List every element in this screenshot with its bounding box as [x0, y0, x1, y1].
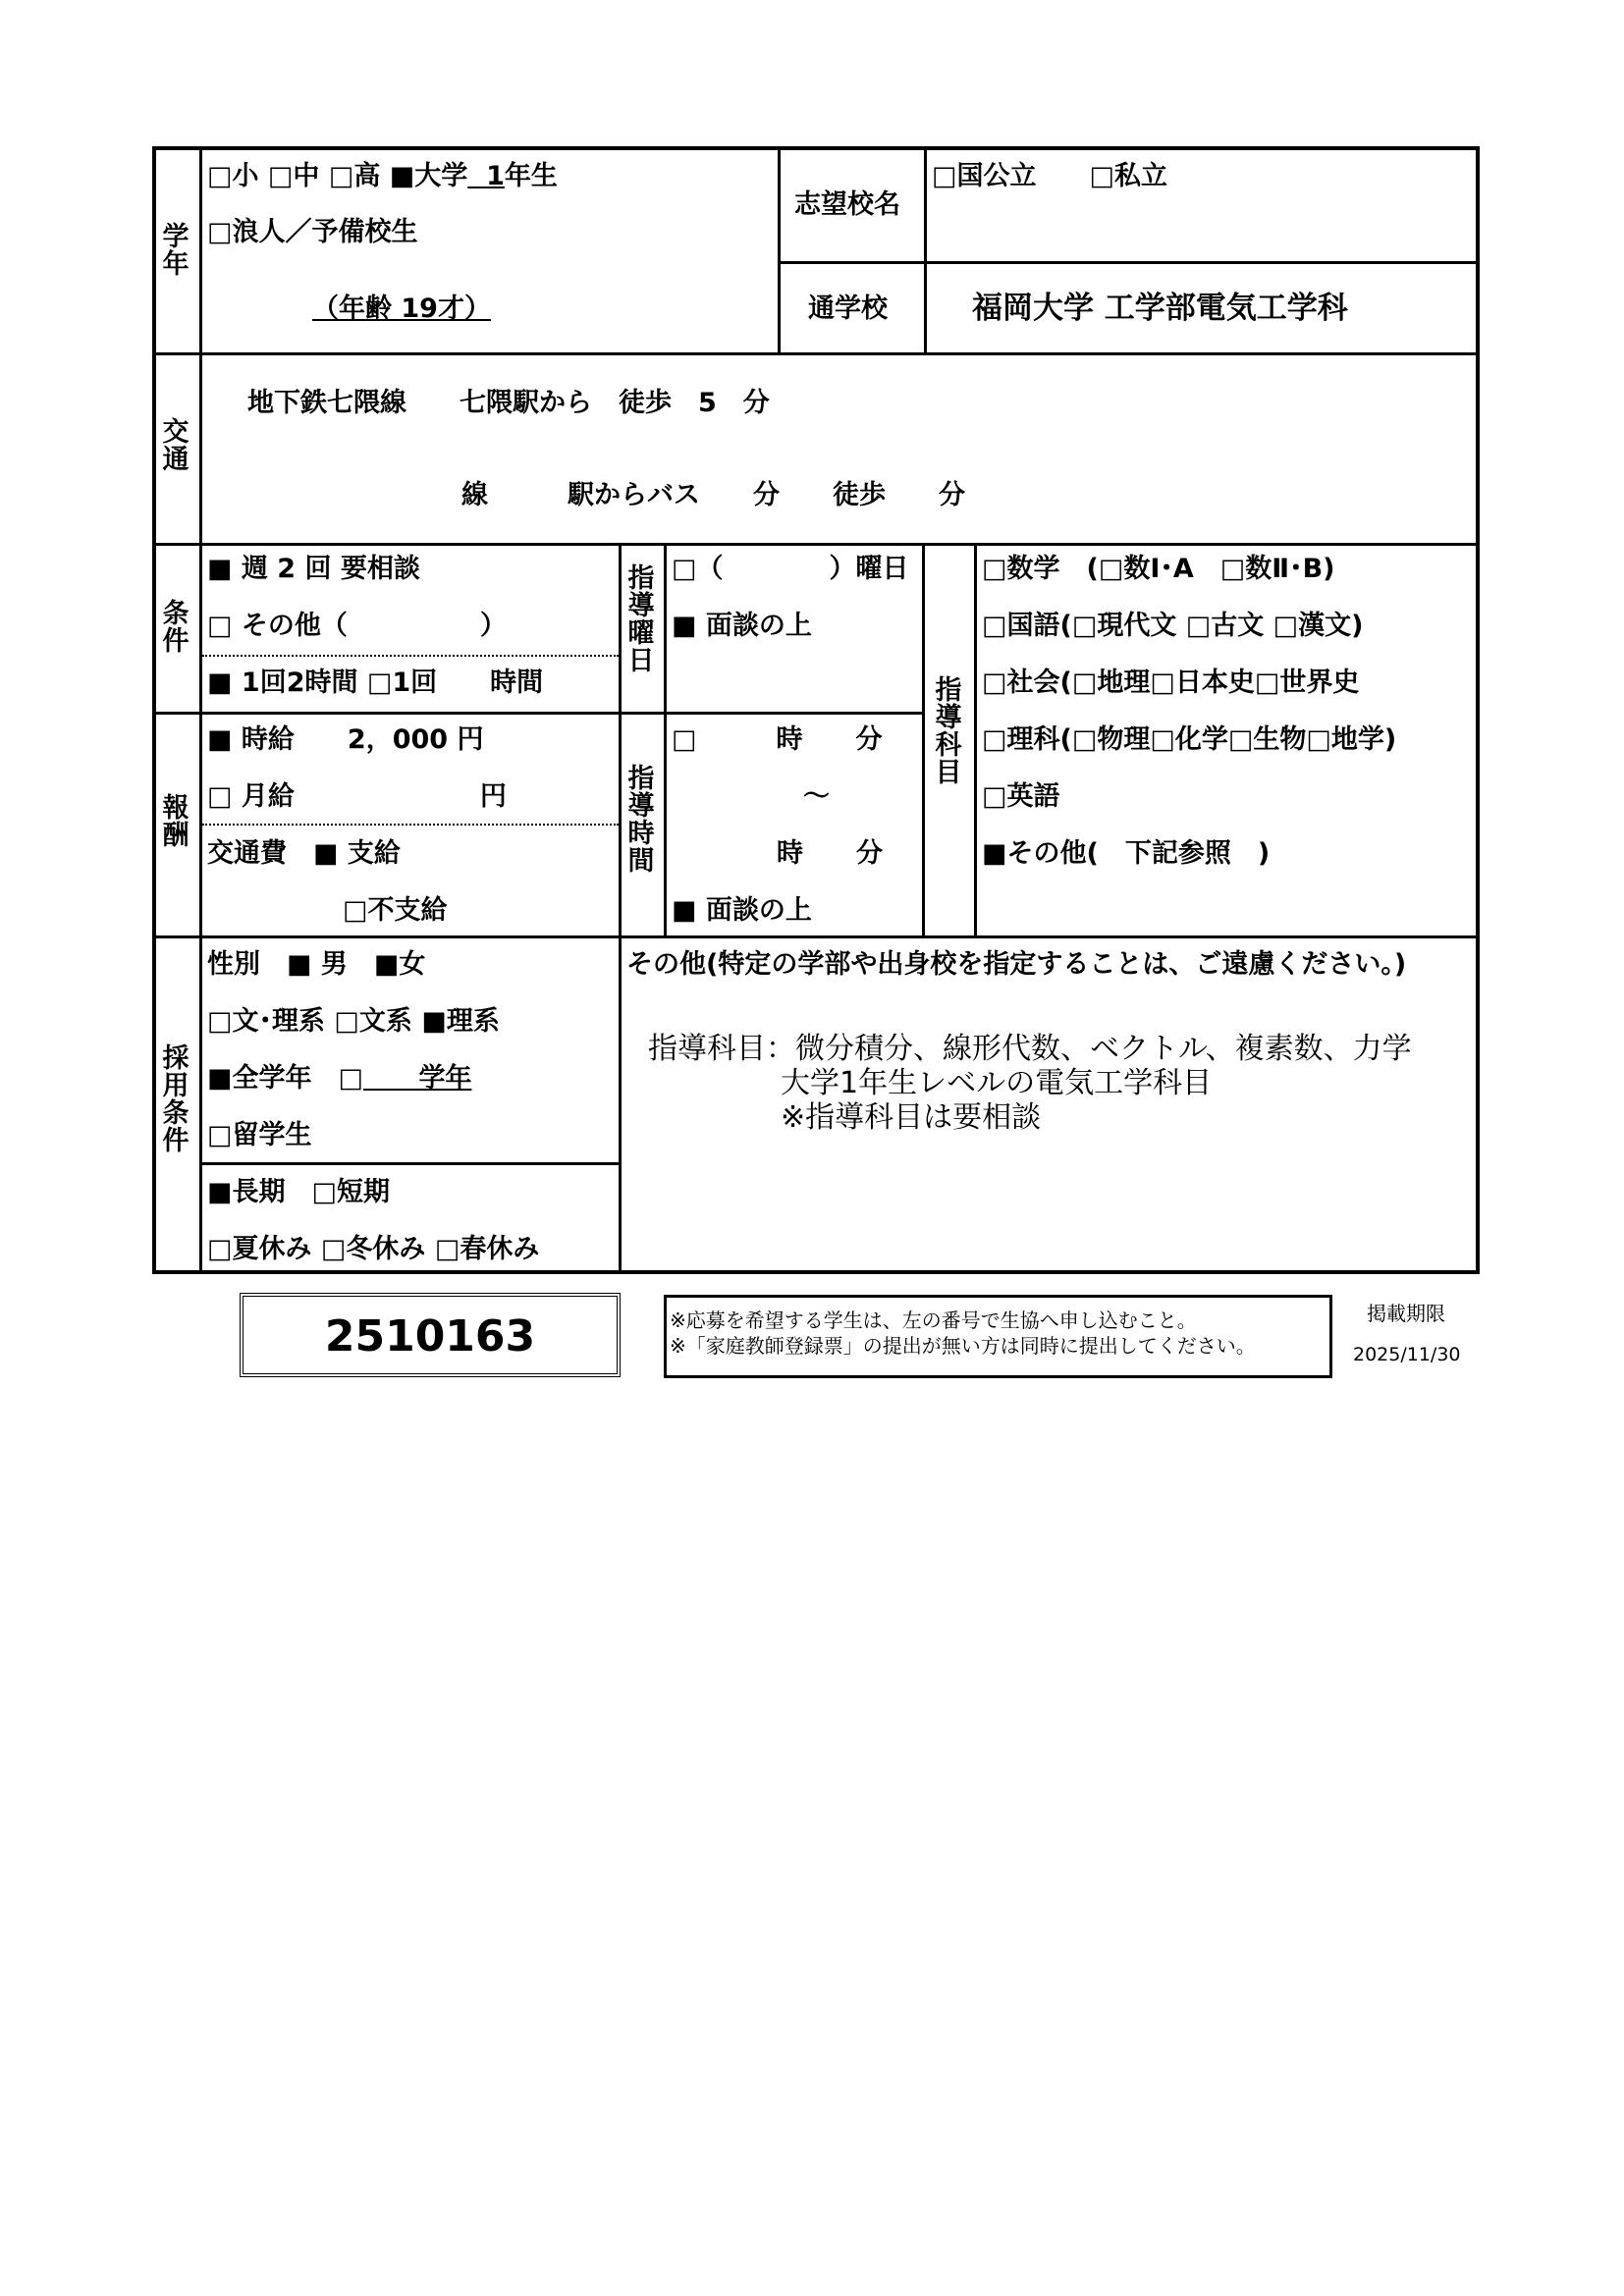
school-label-line	[924, 146, 927, 354]
current-school-value: 福岡大学 工学部電気工学科	[972, 291, 1348, 326]
time-tilde: ～	[803, 781, 830, 812]
divider-transport-conditions	[152, 543, 1480, 546]
time-label: 指導時間	[627, 764, 655, 877]
subject-item-science: □理科(□物理□化学□生物□地学)	[982, 724, 1397, 755]
notice-line-1: ※応募を希望する学生は、左の番号で生協へ申し込むこと。	[670, 1308, 1197, 1332]
subject-label-line-right	[974, 543, 977, 937]
pay-hourly: ■ 時給 2，000 円	[207, 724, 484, 755]
conditions-other: □ その他（ ）	[207, 611, 507, 641]
pay-monthly: □ 月給 円	[207, 781, 507, 812]
conditions-label: 条件	[162, 599, 189, 657]
grade-year-suffix: 年生	[504, 161, 558, 191]
pay-transport-fee: 交通費 ■ 支給	[207, 838, 401, 869]
time-line-3: 時 分	[777, 838, 883, 869]
grade-year-value: 1	[486, 161, 505, 191]
subject-item-social: □社会(□地理□日本史□世界史	[982, 667, 1360, 698]
weekday-label-line	[664, 543, 667, 937]
subject-label-line-left	[922, 543, 925, 937]
hiring-label: 採用条件	[162, 1043, 189, 1156]
grade-year	[467, 161, 505, 191]
hiring-intl: □留学生	[207, 1120, 312, 1150]
divider-hiring-term	[200, 1162, 621, 1165]
hiring-year-all: ■全学年 □	[207, 1063, 364, 1094]
target-school-label: 志望校名	[794, 189, 900, 220]
hiring-field: □文･理系 □文系 ■理系	[207, 1006, 500, 1037]
deadline-date: 2025/11/30	[1353, 1344, 1461, 1365]
other-line-3: ※指導科目は要相談	[781, 1100, 1042, 1135]
divider-pay-hiring	[152, 935, 1480, 938]
other-line-2: 大学1年生レベルの電気工学科目	[781, 1066, 1213, 1100]
pay-no-fee: □不支給	[343, 895, 448, 926]
weekday-line-1: □（ ）曜日	[672, 554, 909, 584]
grade-age: （年齢 19才）	[312, 294, 491, 324]
transport-line-2: 線 駅からバス 分 徒歩 分	[461, 480, 965, 510]
subjects-label: 指導科目	[935, 675, 962, 788]
hiring-gender: 性別 ■ 男 ■女	[207, 949, 426, 980]
grade-school-line	[778, 146, 781, 354]
grade-label: 学年	[162, 222, 189, 280]
notice-line-2: ※「家庭教師登録票」の提出が無い方は同時に提出してください。	[670, 1334, 1256, 1358]
subject-item-japanese: □国語(□現代文 □古文 □漢文)	[982, 611, 1364, 641]
subject-item-english: □英語	[982, 781, 1060, 812]
hiring-year-suffix: 学年	[418, 1063, 472, 1094]
hiring-term: ■長期 □短期	[207, 1177, 391, 1207]
divider-school-rows	[778, 261, 1480, 264]
transport-line-1: 地下鉄七隈線 七隈駅から 徒歩 5 分	[247, 388, 770, 418]
weekday-label: 指導曜日	[627, 563, 655, 676]
pay-label: 報酬	[162, 793, 189, 851]
deadline-label: 掲載期限	[1367, 1302, 1445, 1325]
other-heading: その他(特定の学部や出身校を指定することは、ご遠慮ください。)	[626, 949, 1407, 980]
current-school-label: 通学校	[808, 294, 888, 324]
subject-item-math: □数学 (□数Ⅰ･A □数Ⅱ･B)	[982, 554, 1335, 584]
divider-grade-transport	[152, 352, 1480, 355]
grade-options	[207, 162, 558, 191]
subject-item-other: ■その他( 下記参照 )	[982, 838, 1271, 869]
time-line-1: □ 時 分	[672, 724, 883, 755]
divider-conditions-pay	[152, 712, 922, 715]
grade-ronin: □浪人／予備校生	[207, 217, 418, 247]
hiring-year	[207, 1064, 471, 1094]
conditions-weekly: ■ 週 2 回 要相談	[207, 554, 420, 584]
pay-dotted-line	[202, 824, 619, 826]
transport-label: 交通	[162, 417, 189, 475]
label-column-line	[199, 146, 202, 1274]
conditions-duration: ■ 1回2時間 □1回 時間	[207, 667, 544, 698]
target-school-value: □国公立 □私立	[932, 161, 1168, 191]
listing-number: 2510163	[324, 1311, 536, 1362]
conditions-dotted-line	[202, 655, 619, 657]
conditions-weekday-line	[619, 543, 622, 1274]
hiring-season: □夏休み □冬休み □春休み	[207, 1234, 540, 1264]
grade-options-text: □小 □中 □高 ■大学	[207, 161, 468, 191]
other-line-1: 指導科目：微分積分、線形代数、ベクトル、複素数、力学	[648, 1032, 1412, 1066]
weekday-line-2: ■ 面談の上	[672, 611, 812, 641]
hiring-year-underline	[363, 1063, 471, 1094]
time-line-4: ■ 面談の上	[672, 895, 812, 926]
